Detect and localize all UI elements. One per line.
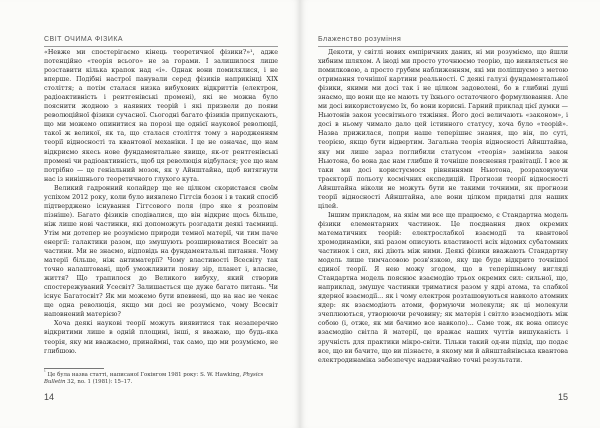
paragraph: Декоти, у світлі нових емпіричних даних, ні ми розуміємо, що йшли хибним шляхом. А іноді ми просто уточнюємо теорію, що виявляється не помилковою, а просто грубим наближенням, які ми поліпшуємо з метою отримання точнішої картини реальності. С деякі галузі фундаментальної фізики, якими ми досі так і не цілком задоволені, бо в глибині душі знаємо, що вони ще не мають ту їхнього остаточного формулювання. Але ми досі використовуємо їх, бо вони корисні. Гарний приклад цієї думки — Ньютонів закон усесвітнього тяжіння. Його досі величають «законом», і досі в ньому чимало дало цей істинного статусу, хоча було «теорій». Назва прижилася, попри наше теперішнє знання, що він, по суті, теорією, якщо бути відвертим. Загальна теорія відносності Айнштайна, яку ми лише зараз поглибили статусом «теорія» замінила закон Ньютона, бо вона дає нам глибше й точніше пояснення гравітації. І все ж таки ми досі користуємося рівняннями Ньютона, розраховуючи траєкторії польоту космічних експедицій. Прогнози теорії відносності Айнштайна ніколи не можуть бути не такими точними, як прогнози теорії відносності Айнштайна, але вони цілком придатні для наших цілей. — [318, 49, 568, 210]
footnote-journal: Physics Bulletin — [44, 372, 264, 386]
paragraph: Іншим прикладом, на якім ми все ще працюємо, є Стандартна модель фізики елементарних частинок. Це поєднання двох окремих математичних теорій: електрослабкої взаємодії та квантової хромодинаміки, які разом описують властивості всіх відомих субатомних частинок і сил, які діють між ними. Деякі фізики вважають Стандартну модель лише тимчасовою розв'язкою, яку ще буде відкрито точнішої єдиної теорії. Я нею можу згодом, що в теперішньому вигляді Стандартна модель пояснює взаємодію трьох окремих сил: сильної, що, наприклад, змушує частинки триматися разом у ядрі атома, та слабкої ядерної взаємодії... як і чому електрон розташовуються навколо атомних ядер: як взаємодіють атоми, формуючи молекули; як ці молекули зчеплюються, утворюючи речовину; як матерія і світло взаємодіють між собою (і, отже, як ми бачимо все навколо)... Саме тож, як вона описує взаємодію світла й матерії, це вражає наших чуттів вишуканість і зручність для практики мікро-світи. Тільки такий од-ин підхід, що подає все, що ви бачите, що ви пізнаєте, в якому ми й айнштайнівська квантова електродинаміка забезпечує надзвичайно точні результати. — [318, 211, 568, 364]
right-page — [300, 0, 600, 428]
footnote — [44, 372, 278, 386]
footnote-text: Це була назва статті, написаної Гокінгом 1981 року: S. W. Hawking, — [47, 372, 243, 378]
footnote-tail: 32, no. 1 (1981): 15–17. — [65, 379, 133, 386]
paragraph: Великий гадронний колайдер ще не цілком скористався своїм успіхом 2012 року, коли було виявлено Гіггсів бозон і в такий спосіб підтверджено існування Гіггсового поля (про яке я розповім пізніше). Багато фізиків сподівалися, що він відкриє щось більше, ніж лише нові частинки, які допоможуть розгадати деякі таємниці. Утім ми дотепер не розуміємо природи темної матерії, чи тим паче енергії: галактики разом, що змушують розширюватися Всесвіт за частини. Ми не знаємо, відповідь на фундаментальні питання. Чому матерії більше, ніж антиматерії? Чому властивості Всесвіту так точно налаштовані, щоб уможливити появу зір, планет і, власне, життя? Що трапилося до Великого вибуху, який створив спостережуваний Усесвіт? Залишається ще дуже багато питань. Чи існує Багатосвіт? Як ми можемо бути впевнені, що на нас не чекає ще одна революція, якщо ми досі не розуміємо, чому Всесвіт наповнений матерією? — [44, 184, 278, 319]
left-page-body — [44, 48, 278, 356]
running-header-left: СВІТ ОЧИМА ФІЗИКА — [44, 36, 278, 47]
paragraph: Хоча деякі наукові теорії можуть виявитися так незаперечно відкритими лише в одній площині, інші, я вважаю, що будь-яка теорія, яку ми вважаємо, принаймні, так само, що ми розуміємо, не глибшою. — [44, 320, 278, 355]
paragraph: «Невже ми спостерігаємо кінець теоретичної фізики?»¹, адже потенційно «теорія всього» не за горами. І залишилося лише розставити кілька крапок над «і». Однак вони помилялися, і не вперше. Подібні настрої панували серед фізиків наприкінці XIX століття; а потім сталася низка вибухових відкриттів (електрон, радіоактивність і рентгенівські промені), які не можна було пояснити жодною з наявних теорій і які призвели до появи революційної фізики сучасної. Сьогодні багато фізиків припускають, що ми можемо опинитися на порозі ще однієї наукової революції, такої ж великої, як та, що сталася століття тому з народженням теорії відносності та квантової механіки. І це не означає, що нам відкриємо якесь нове фундаментальне явище, як-от рентгенівські промені чи радіоактивність, щоб ця революція відбулася; усе що нам потрібно — це геніальний мозок, як у Айнштайна, щоб витягнути нас із нинішнього теоретичного глухого кута. — [44, 49, 278, 183]
running-header-right: Блаженство розуміння — [318, 36, 568, 47]
page-number-right: 15 — [557, 392, 568, 402]
footnote-rule — [44, 368, 104, 369]
right-page-body — [318, 48, 568, 365]
page-number-left: 14 — [44, 392, 55, 402]
footnote-marker: ¹ — [44, 370, 46, 376]
